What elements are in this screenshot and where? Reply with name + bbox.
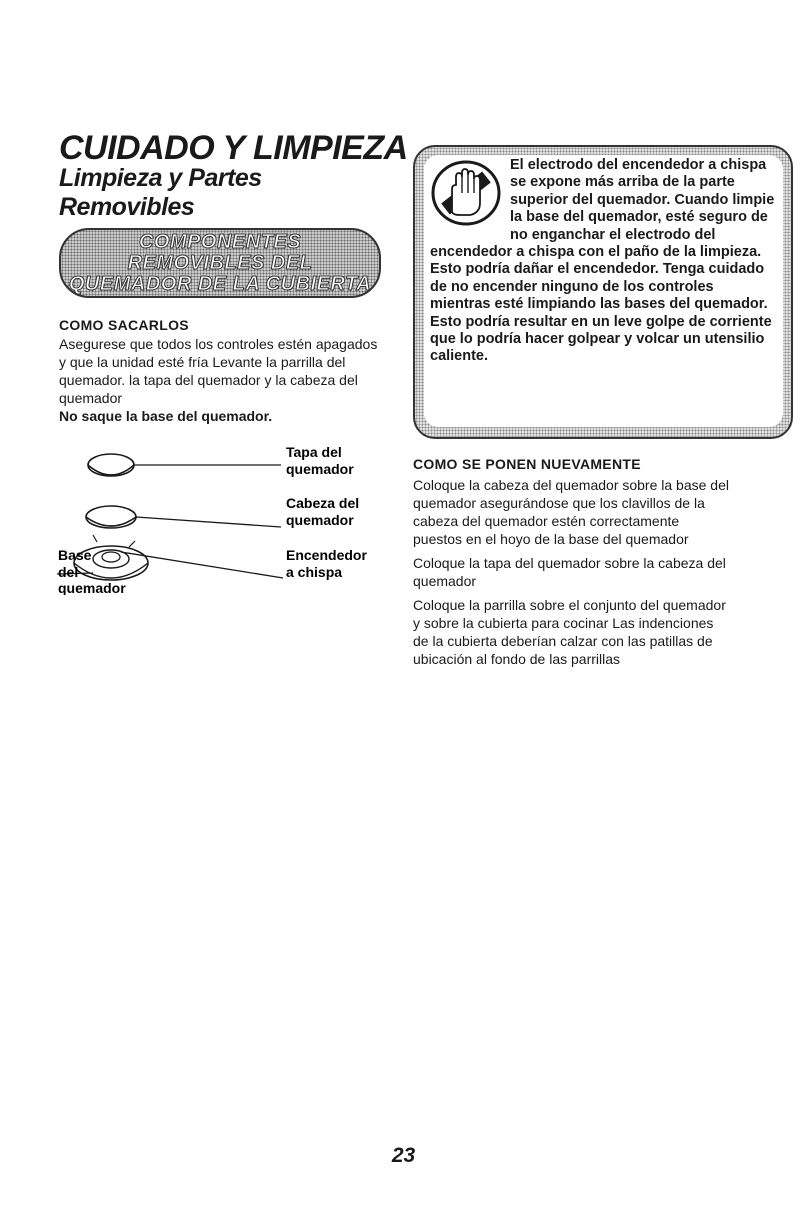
label-head-2: quemador <box>286 512 354 528</box>
hand-warning-icon <box>430 159 504 227</box>
label-base-2: del <box>58 564 79 580</box>
label-cap-1: Tapa del <box>286 444 342 460</box>
page-title: CUIDADO Y LIMPIEZA <box>59 129 408 167</box>
replace-step-3: Coloque la parrilla sobre el conjunto del quemador y sobre la cubierta para cocinar Las indenciones de la cubierta deberían calzar con las patillas de ubicación al fondo de las parrillas <box>413 597 726 667</box>
banner-line-1: COMPONENTES <box>138 230 302 253</box>
caution-box <box>413 145 793 439</box>
banner-line-2: REMOVIBLES DEL <box>127 251 313 274</box>
burner-cap-drawing <box>88 454 134 476</box>
section-banner <box>59 228 381 298</box>
removal-body: Asegurese que todos los controles estén apagados y que la unidad esté fría Levante la parrilla del quemador. la tapa del quemador y la cabeza del quemador <box>59 336 378 406</box>
caution-text: El electrodo del encendedor a chispa se expone más arriba de la parte superior del quemador. Cuando limpie la base del quemador, esté seguro de no enganchar el electrodo del encendedor a chispa con el paño de la limpieza. Esto podría dañar el encendedor. Tenga cuidado de no encender ninguno de los controles mientras esté limpiando las bases del quemador. Esto podría resultar en un leve golpe de corriente que lo podría hacer golpear y volcar un utensilio caliente. <box>430 157 775 365</box>
removal-heading: COMO SACARLOS <box>59 317 189 333</box>
label-cap-2: quemador <box>286 461 354 477</box>
page-number: 23 <box>391 1144 416 1167</box>
removal-warning: No saque la base del quemador. <box>59 408 273 424</box>
caution-inner <box>424 155 783 427</box>
replace-body <box>413 476 731 674</box>
replace-step-1: Coloque la cabeza del quemador sobre la base del quemador asegurándose que los clavillos de la cabeza del quemador estén correctamente puestos en el hoyo de la base del quemador <box>413 477 729 547</box>
label-igniter-2: a chispa <box>286 564 343 580</box>
burner-diagram <box>55 435 385 595</box>
label-base-1: Base <box>58 547 92 563</box>
replace-heading: COMO SE PONEN NUEVAMENTE <box>413 456 641 472</box>
page-subtitle: Limpieza y Partes Removibles <box>59 164 262 221</box>
banner-line-3: QUEMADOR DE LA CUBIERTA <box>68 272 372 295</box>
head-leader-line <box>136 517 281 527</box>
label-igniter-1: Encendedor <box>286 547 367 563</box>
label-base-3: quemador <box>58 580 126 595</box>
replace-step-2: Coloque la tapa del quemador sobre la cabeza del quemador <box>413 555 726 589</box>
label-head-1: Cabeza del <box>286 495 360 511</box>
burner-head-drawing <box>86 506 136 528</box>
